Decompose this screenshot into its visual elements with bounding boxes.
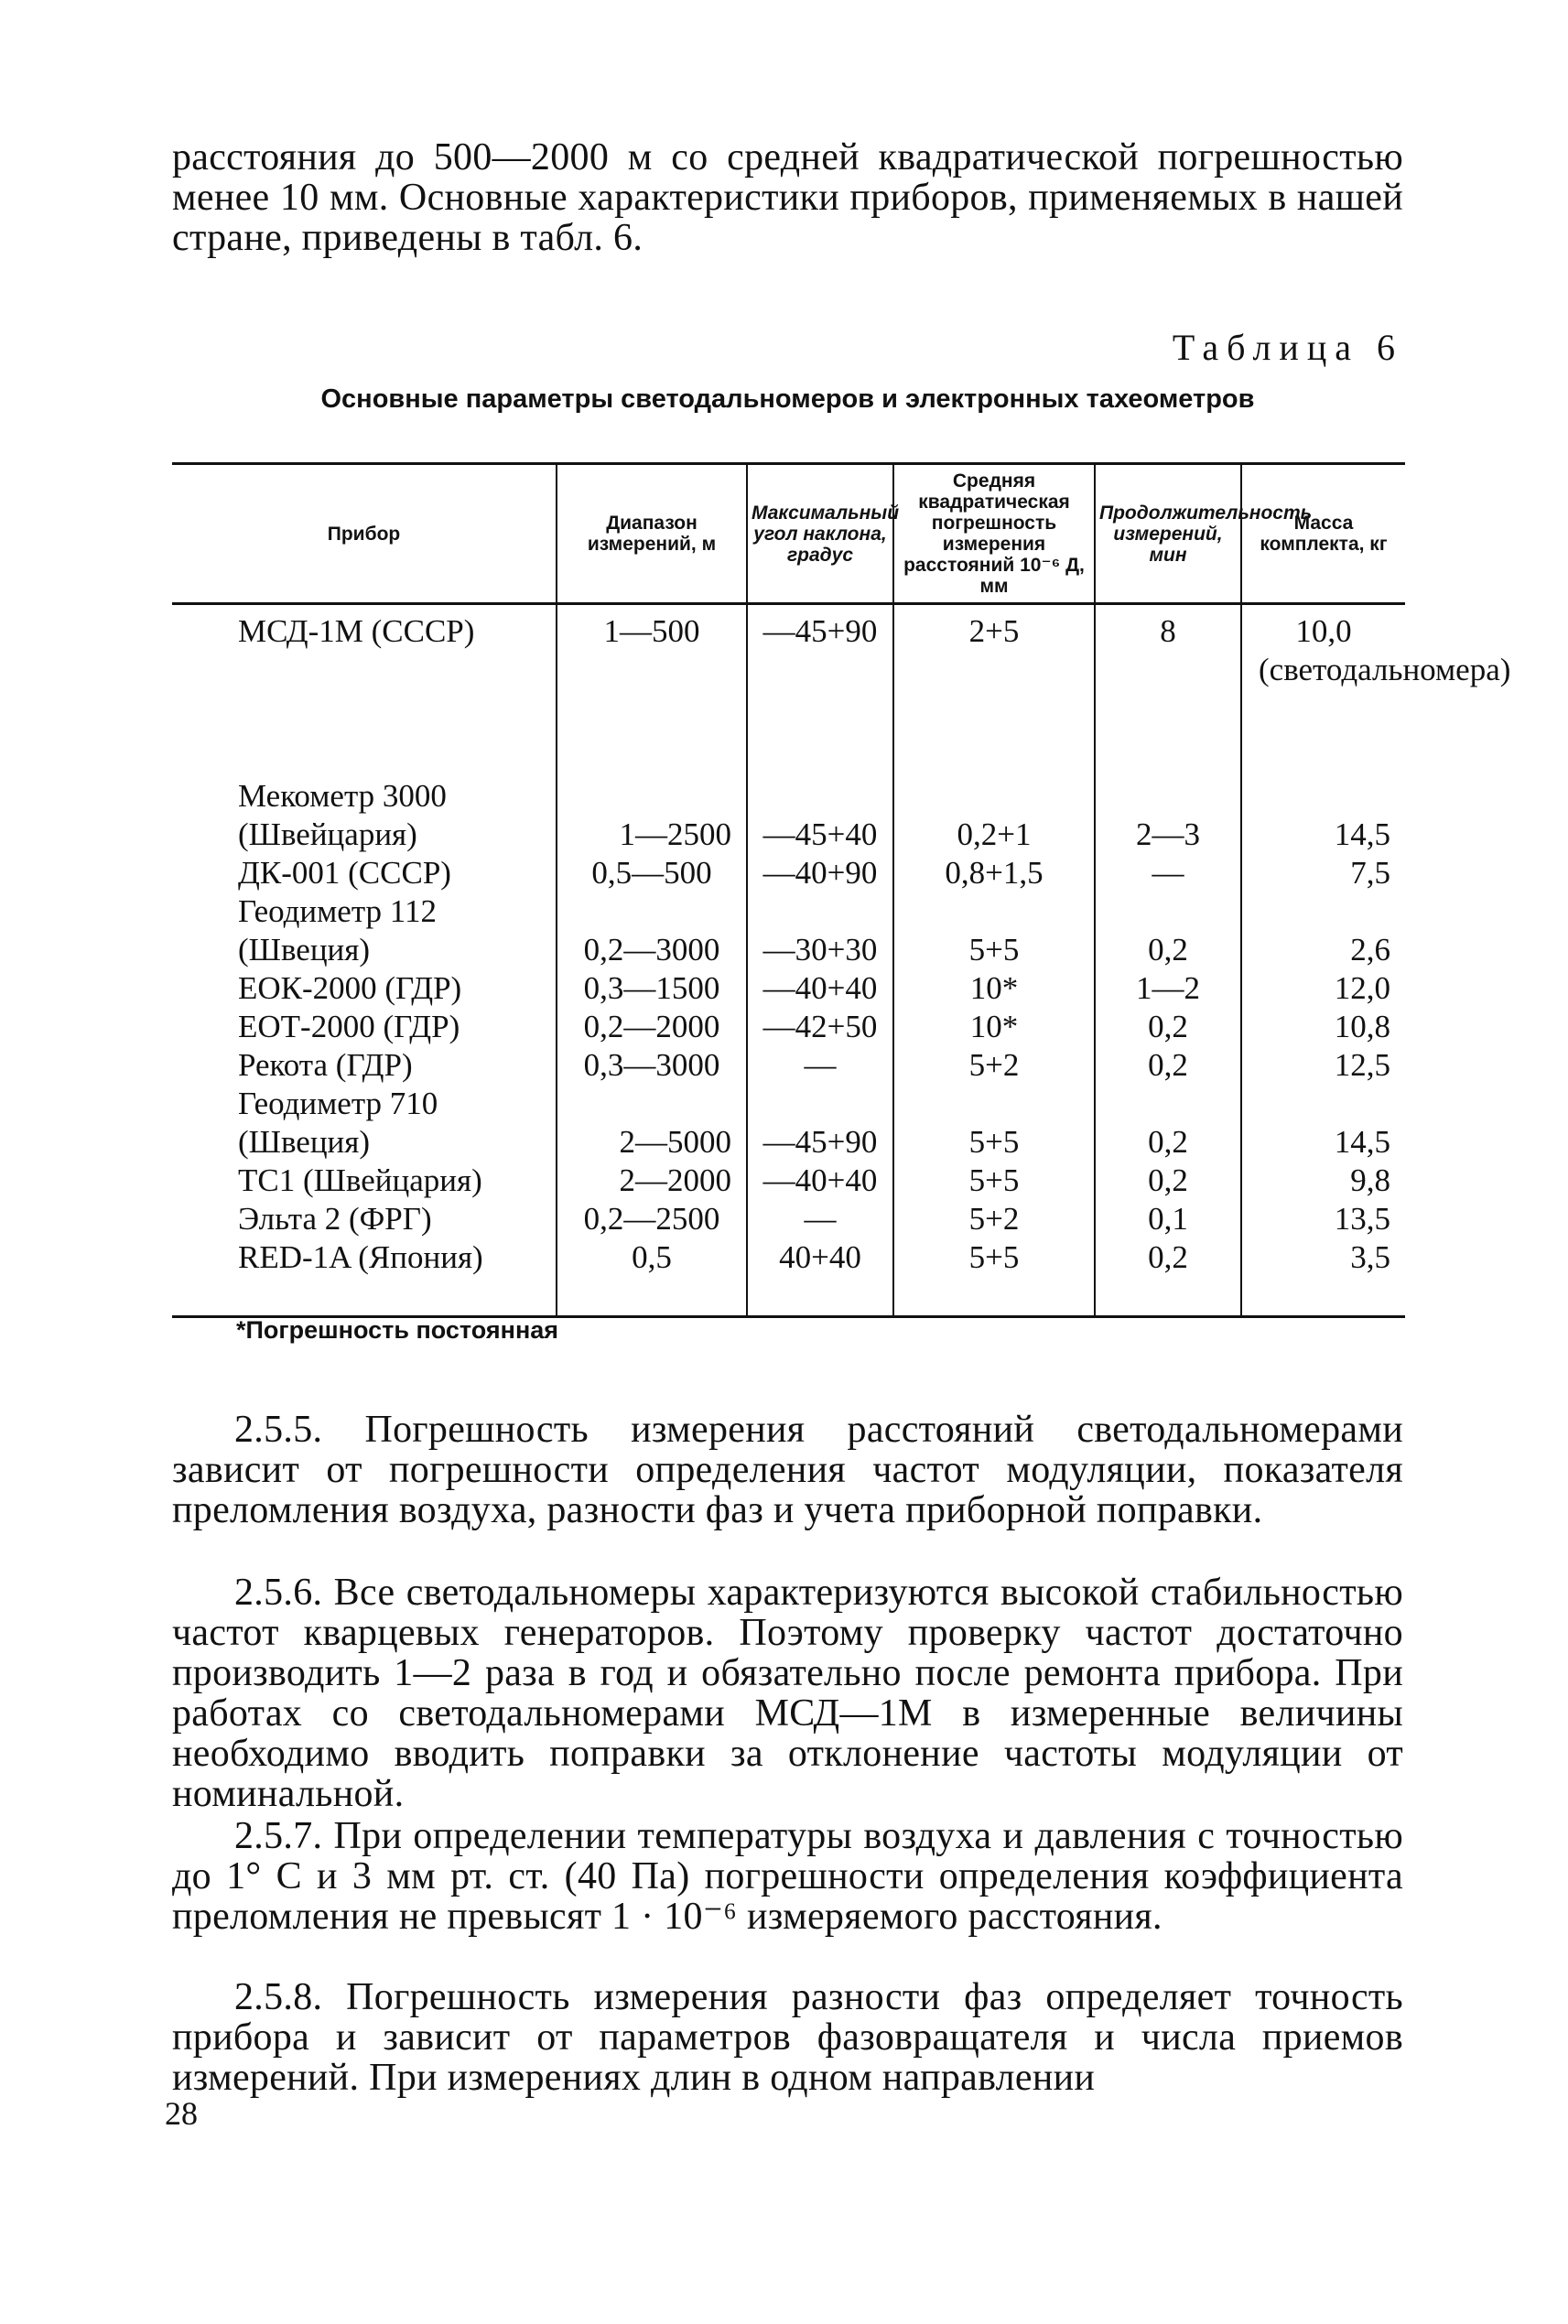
cell-range: 1—2500 <box>557 777 747 854</box>
header-device: Прибор <box>172 464 557 604</box>
cell-error: 5+5 <box>893 892 1095 969</box>
table-label: Таблица 6 <box>1172 327 1403 368</box>
header-mass: Масса комплекта, кг <box>1241 464 1405 604</box>
cell-error: 2+5 <box>893 604 1095 778</box>
cell-error: 10* <box>893 1008 1095 1046</box>
paragraph-2-5-8: 2.5.8. Погрешность измерения разности фаз определяет точность прибора и зависит от параметров фазовращателя и числа приемов измерений. При измерениях длин в одном направлении <box>172 1976 1403 2099</box>
table-bottom-spacer <box>172 1277 1405 1317</box>
paragraph-2-5-6: 2.5.6. Все светодальномеры характеризуются высокой стабильностью частот кварцевых генераторов. Поэтому проверку частот достаточно производить 1—2 раза в год и обязательно после ремонта прибора. При работах со светодальномерами МСД—1М в измеренные величины необходимо вводить поправки за отклонение частоты модуляции от номинальной. <box>172 1572 1403 1815</box>
parameters-table <box>172 462 1511 1318</box>
cell-device: МСД-1М (СССР) <box>172 604 557 778</box>
cell-error: 5+5 <box>893 1162 1095 1200</box>
cell-duration: 0,2 <box>1095 1008 1241 1046</box>
cell-duration: 0,1 <box>1095 1200 1241 1238</box>
cell-angle: —45+90 <box>747 604 893 778</box>
table-header-row <box>172 464 1405 604</box>
cell-range: 0,2—2000 <box>557 1008 747 1046</box>
cell-angle: —40+40 <box>747 1162 893 1200</box>
cell-device: Мекометр 3000 (Швейцария) <box>172 777 557 854</box>
cell-mass: 14,5 <box>1241 1085 1405 1162</box>
cell-duration: 8 <box>1095 604 1241 778</box>
cell-range: 2—5000 <box>557 1085 747 1162</box>
cell-device: ТС1 (Швейцария) <box>172 1162 557 1200</box>
cell-angle: —40+90 <box>747 854 893 892</box>
cell-mass: 7,5 <box>1241 854 1405 892</box>
intro-paragraph: расстояния до 500—2000 м со средней квадратической погрешностью менее 10 мм. Основные характеристики приборов, применяемых в нашей стране, приведены в табл. 6. <box>172 136 1403 259</box>
cell-duration: 0,2 <box>1095 1085 1241 1162</box>
table-row <box>172 1238 1405 1277</box>
cell-range: 0,5—500 <box>557 854 747 892</box>
cell-angle: —45+40 <box>747 777 893 854</box>
cell-mass: 9,8 <box>1241 1162 1405 1200</box>
cell-device: ЕОТ-2000 (ГДР) <box>172 1008 557 1046</box>
table-row <box>172 1008 1405 1046</box>
cell-mass: 3,5 <box>1241 1238 1405 1277</box>
cell-device: ДК-001 (СССР) <box>172 854 557 892</box>
table-row <box>172 1162 1405 1200</box>
cell-device: Эльта 2 (ФРГ) <box>172 1200 557 1238</box>
cell-duration: 2—3 <box>1095 777 1241 854</box>
cell-angle: —45+90 <box>747 1085 893 1162</box>
table-row <box>172 1085 1405 1162</box>
table-row <box>172 854 1405 892</box>
cell-device: RED-1A (Япония) <box>172 1238 557 1277</box>
cell-range: 0,2—2500 <box>557 1200 747 1238</box>
table-row <box>172 969 1405 1008</box>
header-angle: Максимальный угол наклона, градус <box>747 464 893 604</box>
cell-error: 10* <box>893 969 1095 1008</box>
cell-error: 5+5 <box>893 1238 1095 1277</box>
cell-mass: 2,6 <box>1241 892 1405 969</box>
cell-mass: 14,5 <box>1241 777 1405 854</box>
paragraph-2-5-7: 2.5.7. При определении температуры воздуха и давления с точностью до 1° С и 3 мм рт. ст. (40 Па) погрешности определения коэффициента преломления не превысят 1 · 10⁻⁶ измеряемого расстояния. <box>172 1815 1403 1938</box>
cell-error: 0,2+1 <box>893 777 1095 854</box>
cell-duration: 0,2 <box>1095 1162 1241 1200</box>
cell-device: Рекота (ГДР) <box>172 1046 557 1085</box>
header-range: Диапазон измерений, м <box>557 464 747 604</box>
cell-range: 0,5 <box>557 1238 747 1277</box>
cell-error: 5+2 <box>893 1046 1095 1085</box>
cell-mass: 13,5 <box>1241 1200 1405 1238</box>
table-row <box>172 1046 1405 1085</box>
cell-mass: 12,0 <box>1241 969 1405 1008</box>
table-row <box>172 604 1405 778</box>
cell-range: 0,3—1500 <box>557 969 747 1008</box>
cell-angle: 40+40 <box>747 1238 893 1277</box>
cell-angle: — <box>747 1200 893 1238</box>
cell-mass: 12,5 <box>1241 1046 1405 1085</box>
cell-mass: 10,0 (светодальномера) <box>1241 604 1405 778</box>
page-number: 28 <box>165 2095 198 2132</box>
cell-range: 1—500 <box>557 604 747 778</box>
cell-angle: —30+30 <box>747 892 893 969</box>
header-error: Средняя квадратическая погрешность измерения расстояний 10⁻⁶ Д, мм <box>893 464 1095 604</box>
table-title: Основные параметры светодальномеров и электронных тахеометров <box>320 384 1255 414</box>
cell-duration: 0,2 <box>1095 1238 1241 1277</box>
table-row <box>172 1200 1405 1238</box>
table-row <box>172 777 1405 854</box>
cell-angle: — <box>747 1046 893 1085</box>
cell-duration: 0,2 <box>1095 1046 1241 1085</box>
cell-duration: 0,2 <box>1095 892 1241 969</box>
cell-angle: —42+50 <box>747 1008 893 1046</box>
cell-range: 0,3—3000 <box>557 1046 747 1085</box>
cell-device: Геодиметр 710 (Швеция) <box>172 1085 557 1162</box>
cell-range: 0,2—3000 <box>557 892 747 969</box>
header-duration: Продолжительность измерений, мин <box>1095 464 1241 604</box>
paragraph-2-5-5: 2.5.5. Погрешность измерения расстояний светодальномерами зависит от погрешности определения частот модуляции, показателя преломления воздуха, разности фаз и учета приборной поправки. <box>172 1409 1403 1531</box>
cell-device: Геодиметр 112 (Швеция) <box>172 892 557 969</box>
table-row <box>172 892 1405 969</box>
cell-device: ЕОК-2000 (ГДР) <box>172 969 557 1008</box>
cell-duration: — <box>1095 854 1241 892</box>
table-footnote: *Погрешность постоянная <box>236 1316 559 1344</box>
cell-mass: 10,8 <box>1241 1008 1405 1046</box>
cell-error: 0,8+1,5 <box>893 854 1095 892</box>
cell-error: 5+5 <box>893 1085 1095 1162</box>
cell-range: 2—2000 <box>557 1162 747 1200</box>
cell-duration: 1—2 <box>1095 969 1241 1008</box>
cell-error: 5+2 <box>893 1200 1095 1238</box>
cell-angle: —40+40 <box>747 969 893 1008</box>
